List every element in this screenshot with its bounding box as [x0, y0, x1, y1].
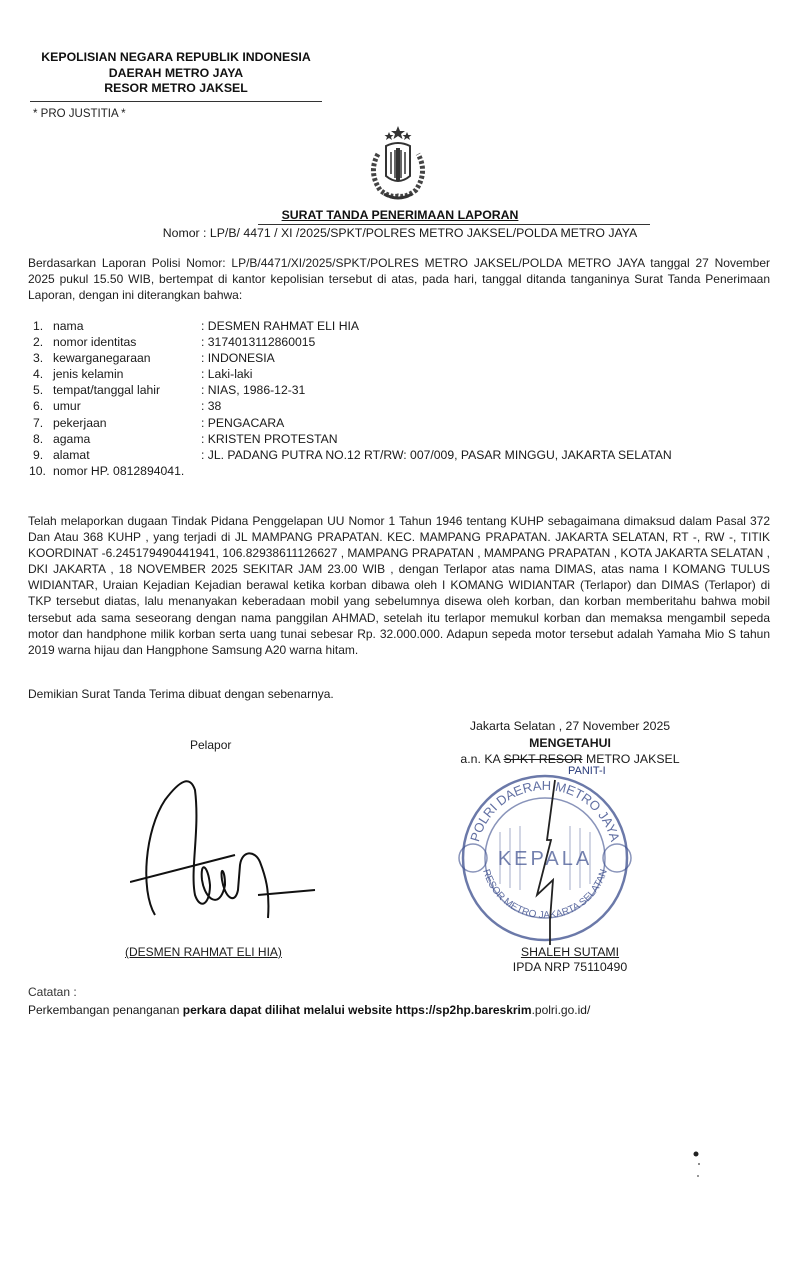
item-label: tempat/tanggal lahir — [53, 383, 161, 398]
header-line: DAERAH METRO JAYA — [108, 65, 244, 80]
reporter-label: Pelapor — [190, 738, 232, 752]
item-value: : Laki-laki — [201, 367, 253, 382]
ink-mark-icon — [690, 1150, 710, 1190]
note-prefix: Perkembangan penanganan — [28, 1003, 183, 1017]
item-number: 6. — [33, 399, 44, 414]
item-value: : JL. PADANG PUTRA NO.12 RT/RW: 007/009, PASAR MINGGU, JAKARTA SELATAN — [201, 447, 672, 462]
item-label: pekerjaan — [53, 415, 107, 430]
item-number: 1. — [33, 319, 44, 333]
header-line: KEPOLISIAN NEGARA REPUBLIK INDONESIA — [41, 50, 311, 64]
stamp-top-text: POLRI DAERAH METRO JAYA — [467, 777, 623, 844]
item-value: : 38 — [201, 399, 222, 414]
title-divider — [258, 224, 650, 225]
on-behalf-prefix: a.n. KA — [460, 752, 504, 766]
item-value: : PENGACARA — [201, 415, 285, 430]
place-date: Jakarta Selatan , 27 November 2025 — [469, 719, 671, 733]
list-item — [33, 398, 773, 414]
item-value: : 3174013112860015 — [201, 335, 316, 350]
signature-icon — [130, 770, 330, 920]
closing-statement: Demikian Surat Tanda Terima dibuat dengan sebenarnya. — [28, 687, 334, 701]
list-item — [33, 382, 773, 398]
item-number: 7. — [33, 415, 44, 430]
item-label: nomor HP. 0812894041. — [53, 463, 185, 478]
struck-text: SPKT RESOR — [503, 752, 583, 766]
report-number: Nomor : LP/B/ 4471 / XI /2025/SPKT/POLRES METRO JAKSEL/POLDA METRO JAYA — [162, 226, 638, 240]
document-title — [0, 208, 800, 222]
list-item — [29, 463, 773, 479]
officer-name: SHALEH SUTAMI — [520, 945, 620, 959]
list-item — [33, 431, 773, 447]
reporter-name: (DESMEN RAHMAT ELI HIA) — [125, 945, 282, 959]
note-suffix: .polri.go.id/ — [531, 1003, 591, 1017]
item-value: : INDONESIA — [201, 351, 275, 366]
officer-block — [500, 945, 640, 975]
document-title-text: SURAT TANDA PENERIMAAN LAPORAN — [281, 208, 519, 222]
acknowledged-label: MENGETAHUI — [529, 735, 611, 750]
on-behalf-suffix: METRO JAKSEL — [582, 752, 680, 766]
note-text — [28, 1003, 590, 1017]
pro-justitia-label: * PRO JUSTITIA * — [33, 108, 126, 120]
list-item — [33, 447, 773, 463]
item-number: 3. — [33, 351, 44, 366]
header-line: RESOR METRO JAKSEL — [104, 81, 248, 95]
item-number: 9. — [33, 447, 44, 462]
note-label: Catatan : — [28, 985, 77, 999]
item-label: nama — [53, 319, 84, 333]
item-number: 10. — [29, 463, 46, 478]
officer-rank-nrp: IPDA NRP 75110490 — [512, 960, 628, 974]
item-label: alamat — [53, 447, 90, 462]
stamp-center-text: KEPALA — [497, 848, 593, 870]
item-label: nomor identitas — [53, 335, 137, 350]
item-label: umur — [53, 399, 81, 414]
item-label: jenis kelamin — [53, 367, 124, 382]
list-item — [33, 415, 773, 431]
list-item — [33, 334, 773, 350]
header-divider — [30, 101, 322, 102]
official-block — [440, 718, 700, 768]
item-label: kewarganegaraan — [53, 351, 151, 366]
police-emblem-icon — [356, 124, 440, 208]
item-number: 4. — [33, 367, 44, 382]
item-number: 8. — [33, 431, 44, 446]
institution-header — [30, 50, 322, 97]
official-stamp-icon — [455, 770, 635, 945]
item-value: : NIAS, 1986-12-31 — [201, 383, 306, 398]
item-number: 2. — [33, 335, 44, 350]
identity-list — [29, 318, 773, 479]
list-item — [33, 318, 773, 334]
stamp-bottom-text: RESOR METRO JAKARTA SELATAN — [480, 867, 610, 922]
intro-paragraph: Berdasarkan Laporan Polisi Nomor: LP/B/4471/XI/2025/SPKT/POLRES METRO JAKSEL/POLDA METRO JAYA tanggal 27 November 2025 pukul 15.50 WIB, bertempat di kantor kepolisian tersebut di atas, pada hari, tanggal ditanda tanganinya Surat Tanda Penerimaan Laporan, dengan ini diterangkan bahwa: — [28, 256, 770, 303]
list-item — [33, 350, 773, 366]
item-label: agama — [53, 431, 91, 446]
list-item — [33, 366, 773, 382]
report-body-paragraph: Telah melaporkan dugaan Tindak Pidana Penggelapan UU Nomor 1 Tahun 1946 tentang KUHP sebagaimana dimaksud dalam Pasal 372 Dan Atau 368 KUHP , yang terjadi di JL MAMPANG PRAPATAN. KEC. MAMPANG PRAPATAN. JAKARTA SELATAN, RT -, RW -, TITIK KOORDINAT -6.245179490441941, 106.82938611126627 , MAMPANG PRAPATAN , MAMPANG PRAPATAN , KOTA JAKARTA SELATAN , DKI JAKARTA , 18 NOVEMBER 2025 SEKITAR JAM 23.00 WIB , dengan Terlapor atas nama DIMAS, atas nama I KOMANG TULUS WIDIANTAR, Uraian Kejadian Kejadian berawal ketika korban dibawa oleh I KOMANG WIDIANTAR (Terlapor) dan DIMAS (Terlapor) di TKP tersebut diatas, lalu menanyakan keberadaan mobil yang sebelumnya disewa oleh korban, dan korban memberitahu bahwa mobil tersebut ada sama seseorang dengan nama panggilan AHMAD, setelah itu terlapor memukul korban dan memaksa mengambil sepeda motor dan handphone milik korban serta uang tunai sebesar Rp. 32.000.000. Adapun sepeda motor tersebut adalah Yamaha Mio S tahun 2019 warna hijau dan Hangphone Samsung A20 warna hitam. — [28, 514, 770, 657]
panit-label: PANIT-I — [568, 765, 606, 777]
item-value: : KRISTEN PROTESTAN — [201, 431, 338, 446]
note-link-text: perkara dapat dilihat melalui website https://sp2hp.bareskrim — [182, 1003, 532, 1017]
item-number: 5. — [33, 383, 44, 398]
item-value: : DESMEN RAHMAT ELI HIA — [201, 319, 360, 333]
